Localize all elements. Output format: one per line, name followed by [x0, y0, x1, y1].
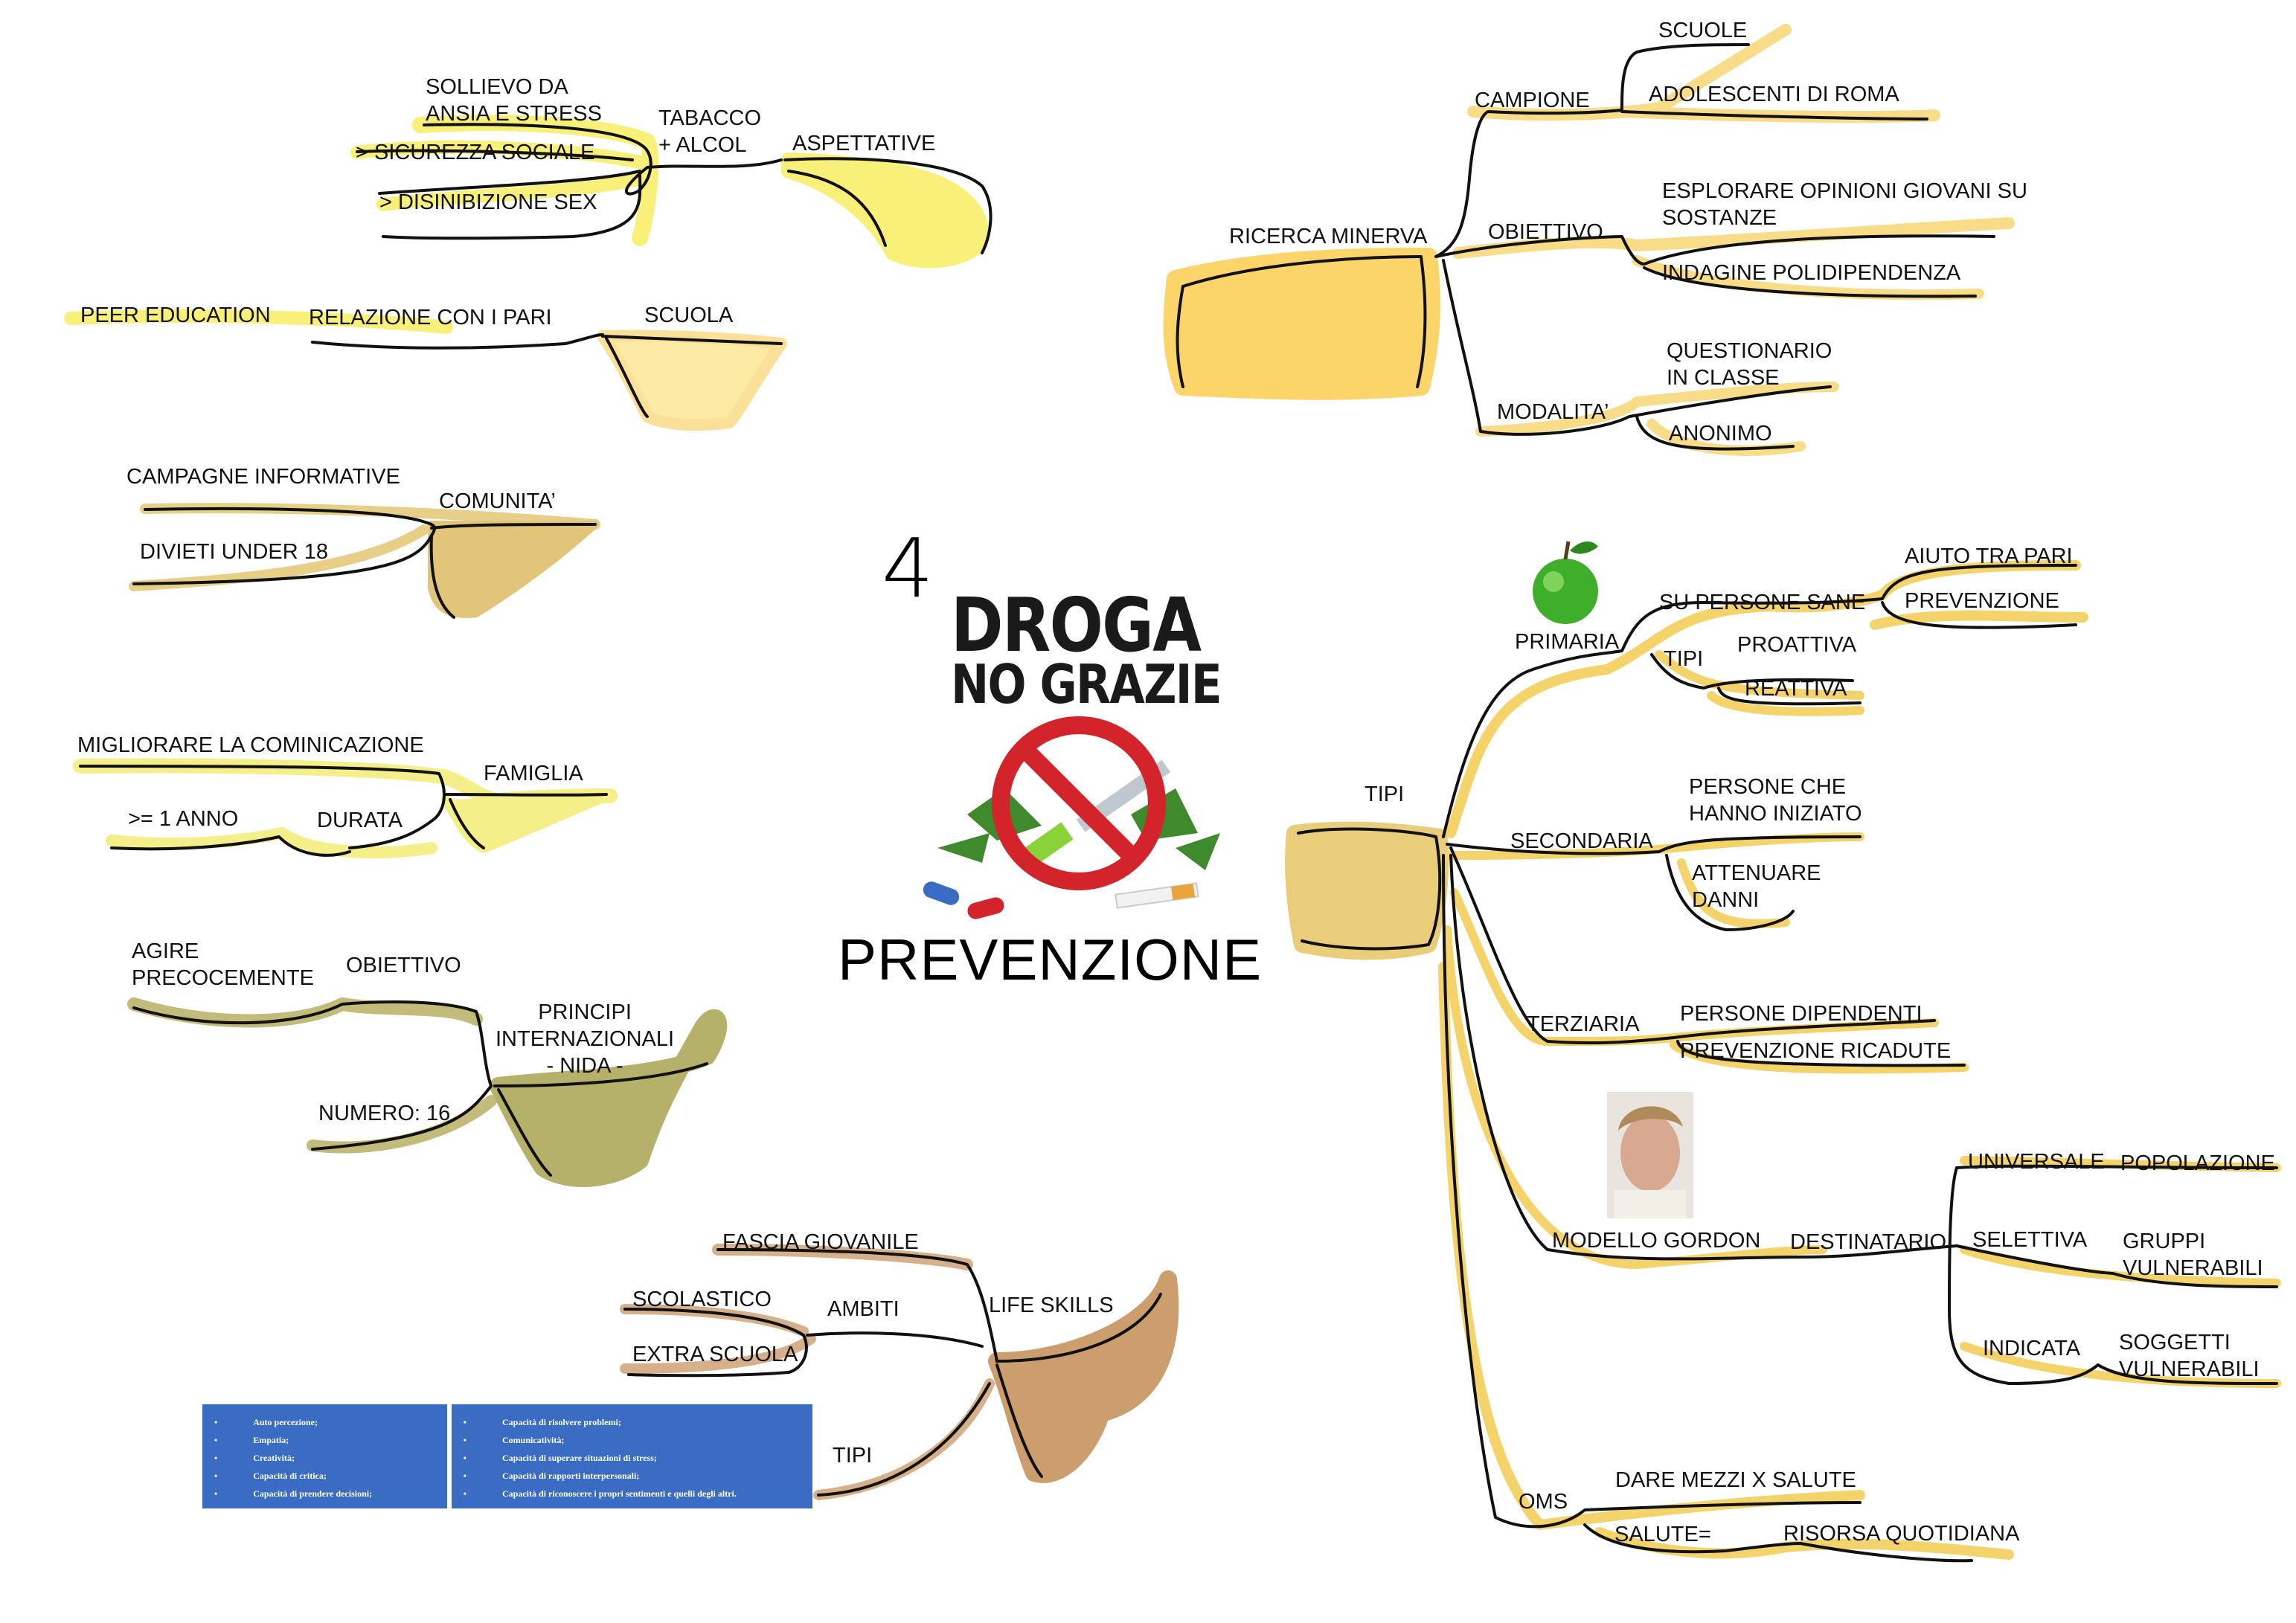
- life-skills-table: [202, 1404, 812, 1508]
- node-selettiva: SELETTIVA: [1972, 1228, 2088, 1252]
- node-scuole: SCUOLE: [1658, 19, 1748, 42]
- node-relazione-pari: RELAZIONE CON I PARI: [309, 306, 552, 330]
- skill-item: • Capacità di rapporti interpersonali;: [458, 1467, 807, 1485]
- node-popolazione: POPOLAZIONE: [2120, 1151, 2275, 1175]
- node-proattiva: PROATTIVA: [1737, 633, 1857, 657]
- node-migliorare: MIGLIORARE LA COMINICAZIONE: [77, 733, 424, 757]
- skill-item: • Capacità di critica;: [208, 1467, 441, 1485]
- node-campione: CAMPIONE: [1475, 89, 1590, 112]
- node-agire: AGIRE PRECOCEMENTE: [132, 939, 314, 990]
- node-aiuto-tra-pari: AIUTO TRA PARI: [1905, 544, 2073, 568]
- node-universale: UNIVERSALE: [1968, 1150, 2105, 1174]
- node-divieti: DIVIETI UNDER 18: [140, 540, 328, 564]
- node-attenuare: ATTENUARE DANNI: [1692, 861, 1821, 912]
- node-destinatario: DESTINATARIO: [1790, 1230, 1946, 1254]
- skill-item: • Capacità di risolvere problemi;: [458, 1413, 807, 1431]
- node-persone-iniziato: PERSONE CHE HANNO INIZIATO: [1689, 775, 1862, 826]
- node-prevenzione-ricadute: PREVENZIONE RICADUTE: [1680, 1039, 1952, 1063]
- node-tipi-right: TIPI: [1365, 782, 1405, 806]
- node-terziaria: TERZIARIA: [1527, 1012, 1640, 1036]
- node-fascia: FASCIA GIOVANILE: [722, 1230, 919, 1254]
- skill-item: • Creatività;: [208, 1449, 441, 1467]
- node-reattiva: REATTIVA: [1745, 677, 1847, 701]
- node-risorsa: RISORSA QUOTIDIANA: [1783, 1522, 2020, 1546]
- skills-column-2: [452, 1404, 812, 1508]
- node-salute: SALUTE=: [1614, 1523, 1711, 1546]
- node-modalita: MODALITA’: [1497, 400, 1609, 424]
- node-gruppi: GRUPPI VULNERABILI: [2123, 1230, 2263, 1280]
- node-un-anno: >= 1 ANNO: [128, 807, 239, 831]
- node-tipi-primaria: TIPI: [1664, 647, 1704, 671]
- node-prevenzione-primaria: PREVENZIONE: [1905, 589, 2059, 613]
- node-tabacco-alcol: TABACCO + ALCOL: [658, 106, 762, 157]
- skill-item: • Empatia;: [208, 1431, 441, 1449]
- node-oms: OMS: [1519, 1490, 1568, 1514]
- node-su-persone-sane: SU PERSONE SANE: [1659, 591, 1866, 614]
- skills-column-1: [202, 1404, 447, 1508]
- skill-item: • Comunicatività;: [458, 1431, 807, 1449]
- node-ricerca-minerva: RICERCA MINERVA: [1229, 225, 1428, 248]
- node-famiglia: FAMIGLIA: [484, 762, 583, 785]
- center-title: PREVENZIONE: [838, 927, 1263, 992]
- node-persone-dipendenti: PERSONE DIPENDENTI: [1680, 1002, 1923, 1026]
- node-scuola-left: SCUOLA: [644, 303, 734, 327]
- page-number: 4: [882, 521, 934, 616]
- node-sollievo: SOLLIEVO DA ANSIA E STRESS: [426, 75, 602, 126]
- node-peer-education: PEER EDUCATION: [80, 303, 271, 327]
- node-adolescenti: ADOLESCENTI DI ROMA: [1649, 83, 1899, 106]
- node-campagne: CAMPAGNE INFORMATIVE: [126, 465, 400, 489]
- skill-item: • Capacità di riconoscere i propri sentimenti e quelli degli altri.: [458, 1485, 807, 1503]
- node-aspettative: ASPETTATIVE: [792, 132, 936, 155]
- node-comunita: COMUNITA’: [439, 489, 556, 513]
- node-soggetti: SOGGETTI VULNERABILI: [2119, 1331, 2260, 1381]
- node-disinibizione: > DISINIBIZIONE SEX: [379, 190, 597, 214]
- node-obiettivo-right: OBIETTIVO: [1488, 220, 1603, 244]
- node-anonimo: ANONIMO: [1669, 422, 1772, 446]
- skill-item: • Capacità di superare situazioni di stress;: [458, 1449, 807, 1467]
- node-indicata: INDICATA: [1983, 1337, 2081, 1360]
- node-questionario: QUESTIONARIO IN CLASSE: [1667, 339, 1832, 390]
- node-esplorare: ESPLORARE OPINIONI GIOVANI SU SOSTANZE: [1662, 179, 2027, 230]
- skill-item: • Auto percezione;: [208, 1413, 441, 1431]
- node-dare-mezzi: DARE MEZZI X SALUTE: [1615, 1468, 1856, 1492]
- node-scolastico: SCOLASTICO: [632, 1288, 772, 1311]
- portrait-icon: [1607, 1092, 1693, 1218]
- node-extra-scuola: EXTRA SCUOLA: [632, 1343, 798, 1366]
- node-sicurezza: > SICUREZZA SOCIALE: [356, 141, 595, 164]
- node-primaria: PRIMARIA: [1515, 630, 1620, 654]
- no-drugs-icon: [921, 725, 1220, 921]
- node-ambiti: AMBITI: [827, 1297, 900, 1321]
- node-numero: NUMERO: 16: [318, 1102, 451, 1125]
- skill-item: • Capacità di prendere decisioni;: [208, 1485, 441, 1503]
- node-life-skills: LIFE SKILLS: [989, 1293, 1114, 1317]
- node-modello-gordon: MODELLO GORDON: [1552, 1229, 1761, 1253]
- node-obiettivo-left: OBIETTIVO: [346, 954, 461, 977]
- apple-icon: [1533, 541, 1598, 624]
- node-tipi-ls: TIPI: [833, 1444, 873, 1468]
- logo-line-2: NO GRAZIE: [951, 653, 1221, 716]
- node-secondaria: SECONDARIA: [1510, 829, 1653, 853]
- node-principi: PRINCIPI INTERNAZIONALI - NIDA -: [496, 1000, 675, 1078]
- logo-line-1: DROGA: [951, 582, 1201, 669]
- node-indagine: INDAGINE POLIDIPENDENZA: [1662, 261, 1961, 285]
- node-durata: DURATA: [317, 809, 403, 832]
